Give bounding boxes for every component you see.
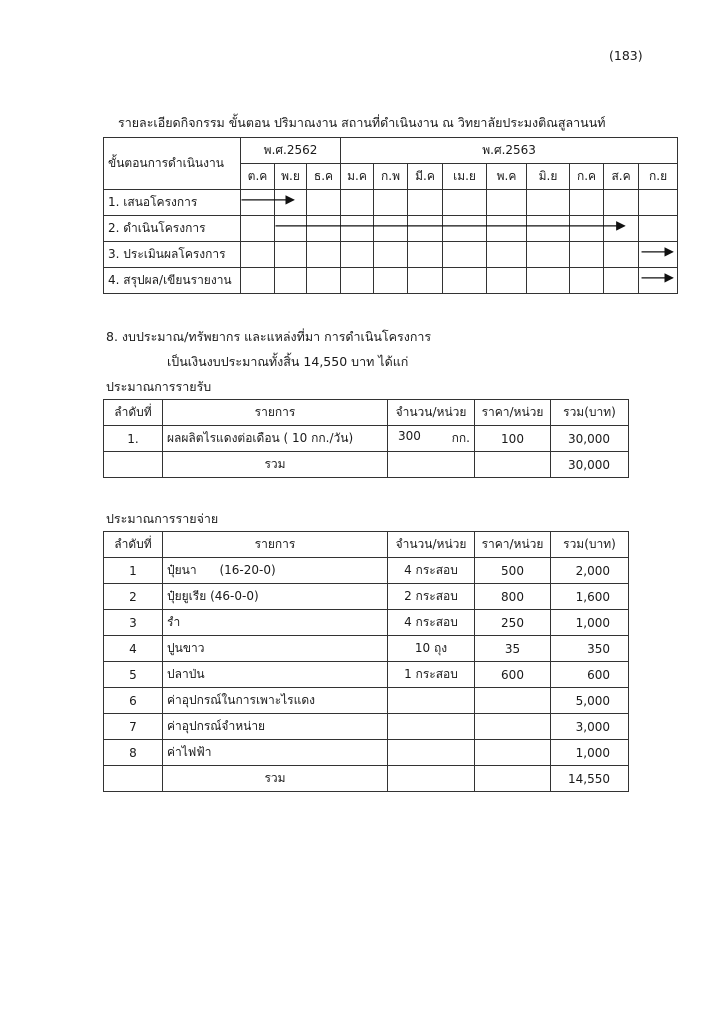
month-header: มิ.ย [527,164,570,190]
year-2563: พ.ศ.2563 [341,138,678,164]
row-qty [388,740,475,766]
month-header: พ.ค [487,164,527,190]
row-qty [388,688,475,714]
sum-row [104,452,629,478]
row-total: 600 [551,662,629,688]
row-price: 800 [475,584,551,610]
schedule-row [104,268,678,294]
row-total: 1,000 [551,610,629,636]
row-no: 4 [104,636,163,662]
table-row [104,714,629,740]
month-header: มี.ค [408,164,443,190]
header-item: รายการ [163,532,388,558]
sum-row [104,766,629,792]
row-no: 5 [104,662,163,688]
expense-table [103,531,629,792]
row-price: 100 [475,426,551,452]
row-no: 1 [104,558,163,584]
month-header: ก.ค [570,164,604,190]
row-item: รำ [163,610,388,636]
expense-title: ประมาณการรายจ่าย [106,511,219,526]
row-total: 350 [551,636,629,662]
row-qty: 2 กระสอบ [388,584,475,610]
month-header: ก.ย [639,164,678,190]
row-price [475,740,551,766]
sum-label: รวม [163,766,388,792]
expense-header-row [104,532,629,558]
row-price: 250 [475,610,551,636]
table-row [104,662,629,688]
income-title: ประมาณการรายรับ [106,379,212,394]
month-header: ต.ค [241,164,275,190]
schedule-row [104,242,678,268]
schedule-caption: รายละเอียดกิจกรรม ขั้นตอน ปริมาณงาน สถานที่ดำเนินงาน ณ วิทยาลัยประมงติณสูลานนท์ [118,115,606,130]
step-label: 4. สรุปผล/เขียนรายงาน [104,268,241,294]
income-table [103,399,629,478]
table-row [104,610,629,636]
row-item: ปูนขาว [163,636,388,662]
row-no: 7 [104,714,163,740]
table-row [104,584,629,610]
budget-total-text: เป็นเงินงบประมาณทั้งสิ้น 14,550 บาท ได้แก่ [167,354,409,369]
header-no: ลำดับที่ [104,532,163,558]
table-row [104,688,629,714]
row-qty: 4 กระสอบ [388,610,475,636]
row-item: ค่าไฟฟ้า [163,740,388,766]
schedule-header-label: ขั้นตอนการดำเนินงาน [104,138,241,190]
qty-unit: กก. [451,431,470,445]
row-item: ปุ๋ยยูเรีย (46-0-0) [163,584,388,610]
step-label: 3. ประเมินผลโครงการ [104,242,241,268]
header-price: ราคา/หน่วย [475,400,551,426]
row-price: 600 [475,662,551,688]
row-qty: 4 กระสอบ [388,558,475,584]
year-2562: พ.ศ.2562 [241,138,341,164]
row-no: 1. [104,426,163,452]
header-total: รวม(บาท) [551,400,629,426]
month-header: เม.ย [443,164,487,190]
row-qty [388,714,475,740]
header-qty: จำนวน/หน่วย [388,400,475,426]
month-header: พ.ย [275,164,307,190]
table-row [104,740,629,766]
row-qty [388,426,475,452]
qty-value: 300 [398,429,421,443]
row-price: 35 [475,636,551,662]
month-header: ธ.ค [307,164,341,190]
table-row [104,558,629,584]
table-row [104,426,629,452]
row-price [475,714,551,740]
sum-total: 14,550 [551,766,629,792]
row-total: 1,600 [551,584,629,610]
schedule-row [104,190,678,216]
row-item: ค่าอุปกรณ์ในการเพาะไรแดง [163,688,388,714]
row-total: 3,000 [551,714,629,740]
row-total: 30,000 [551,426,629,452]
row-item: ปุ๋ยนา (16-20-0) [163,558,388,584]
header-qty: จำนวน/หน่วย [388,532,475,558]
row-item: ปลาป่น [163,662,388,688]
row-qty: 1 กระสอบ [388,662,475,688]
row-total: 2,000 [551,558,629,584]
header-total: รวม(บาท) [551,532,629,558]
row-total: 5,000 [551,688,629,714]
schedule-row [104,216,678,242]
row-total: 1,000 [551,740,629,766]
page-number: (183) [609,48,643,63]
step-label: 2. ดำเนินโครงการ [104,216,241,242]
month-header: ม.ค [341,164,374,190]
sum-label: รวม [163,452,388,478]
header-no: ลำดับที่ [104,400,163,426]
row-no: 2 [104,584,163,610]
header-item: รายการ [163,400,388,426]
row-no: 6 [104,688,163,714]
row-price: 500 [475,558,551,584]
step-label: 1. เสนอโครงการ [104,190,241,216]
budget-heading: 8. งบประมาณ/ทรัพยากร และแหล่งที่มา การดำเนินโครงการ [106,329,432,344]
row-no: 8 [104,740,163,766]
month-header: ก.พ [374,164,408,190]
header-price: ราคา/หน่วย [475,532,551,558]
month-header: ส.ค [604,164,639,190]
table-row [104,636,629,662]
row-item: ค่าอุปกรณ์จำหน่าย [163,714,388,740]
row-qty: 10 ถุง [388,636,475,662]
row-no: 3 [104,610,163,636]
row-price [475,688,551,714]
row-item: ผลผลิตไรแดงต่อเดือน ( 10 กก./วัน) [163,426,388,452]
schedule-table [103,137,678,294]
income-header-row [104,400,629,426]
sum-total: 30,000 [551,452,629,478]
